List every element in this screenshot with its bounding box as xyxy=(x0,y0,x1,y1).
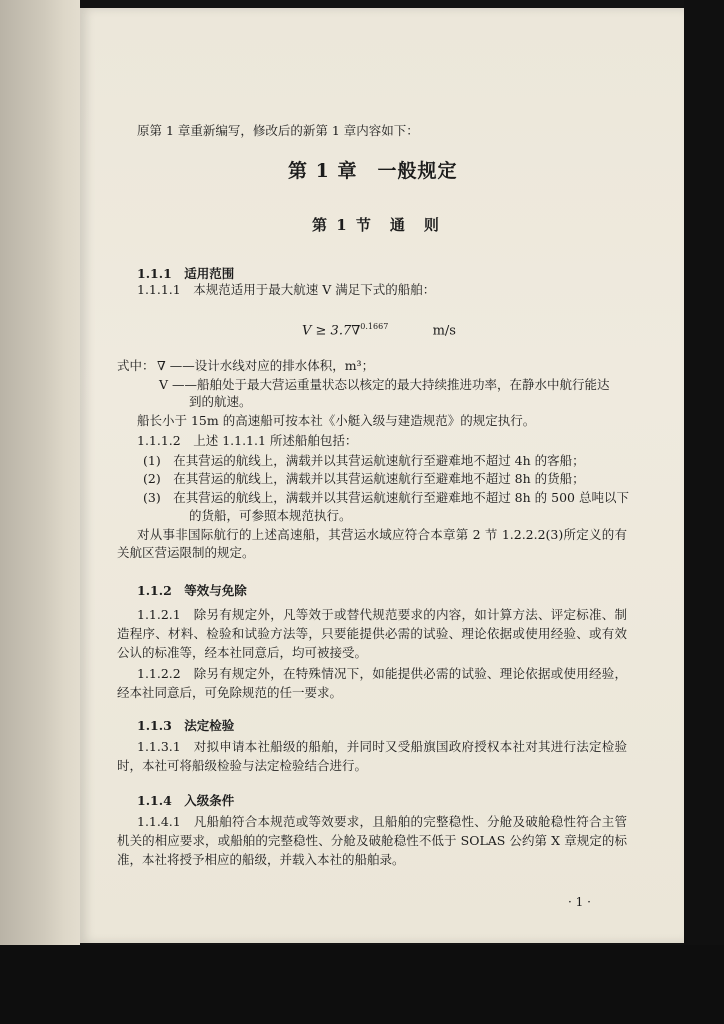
formula-lhs: V ≥ 3.7∇ xyxy=(302,323,361,339)
clause-1-1-1-2: 1.1.1.2 上述 1.1.1.1 所述船舶包括： xyxy=(137,433,358,448)
heading-1-1-1: 1.1.1 适用范围 xyxy=(137,266,235,281)
definition-displacement: ∇ ——设计水线对应的排水体积，m³； xyxy=(157,358,375,373)
speed-formula xyxy=(302,318,456,340)
formula-exponent: 0.1667 xyxy=(360,322,389,331)
heading-1-1-3: 1.1.3 法定检验 xyxy=(137,718,235,733)
scan-edge-bottom xyxy=(0,945,724,1024)
heading-1-1-4: 1.1.4 入级条件 xyxy=(137,793,235,808)
clause-1-1-2-1: 1.1.2.1 除另有规定外，凡等效于或替代规范要求的内容，如计算方法、评定标准、制造程序、材料、检验和试验方法等，只要能提供必需的试验、理论依据或使用经验、或有效公认的标准等，经本社同意后，均可被接受。 xyxy=(117,607,627,660)
chapter-title: 第 1 章 一般规定 xyxy=(288,160,458,182)
definition-speed-line1: V ——船舶处于最大营运重量状态以核定的最大持续推进功率，在静水中航行能达 xyxy=(159,377,610,392)
book-spine-left-page xyxy=(0,0,80,945)
heading-1-1-2: 1.1.2 等效与免除 xyxy=(137,583,247,598)
formula-unit: m/s xyxy=(432,323,456,339)
list-item-1: (1) 在其营运的航线上，满载并以其营运航速航行至避难地不超过 4h 的客船； xyxy=(143,453,585,468)
small-craft-note: 船长小于 15m 的高速船可按本社《小艇入级与建造规范》的规定执行。 xyxy=(137,413,536,428)
where-label: 式中： xyxy=(117,358,155,373)
list-item-3-line1: (3) 在其营运的航线上，满载并以其营运航速航行至避难地不超过 8h 的 500 总吨以下 xyxy=(143,490,629,505)
intro-line: 原第 1 章重新编写，修改后的新第 1 章内容如下： xyxy=(137,123,419,138)
clause-1-1-1-1: 1.1.1.1 本规范适用于最大航速 V 满足下式的船舶： xyxy=(137,282,436,297)
clause-1-1-2-2: 1.1.2.2 除另有规定外，在特殊情况下，如能提供必需的试验、理论依据或使用经验，经本社同意后，可免除规范的任一要求。 xyxy=(117,666,627,700)
section-title: 第 1 节 通 则 xyxy=(312,216,441,234)
international-voyage-note: 对从事非国际航行的上述高速船，其营运水域应符合本章第 2 节 1.2.2.2(3)所定义的有关航区营运限制的规定。 xyxy=(117,527,627,560)
document-page xyxy=(80,8,684,943)
page-number: · 1 · xyxy=(568,895,591,909)
scan-edge-right xyxy=(684,0,724,945)
clause-1-1-4-1: 1.1.4.1 凡船舶符合本规范或等效要求，且船舶的完整稳性、分舱及破舱稳性符合主管机关的相应要求，或船舶的完整稳性、分舱及破舱稳性不低于 SOLAS 公约第 Ⅹ 章规定的标准，本社将授予相应的船级，并载入本社的船舶录。 xyxy=(117,814,627,867)
list-item-3-line2: 的货船，可参照本规范执行。 xyxy=(189,508,352,523)
definition-speed-line2: 到的航速。 xyxy=(189,394,252,409)
clause-1-1-3-1: 1.1.3.1 对拟申请本社船级的船舶，并同时又受船旗国政府授权本社对其进行法定检验时，本社可将船级检验与法定检验结合进行。 xyxy=(117,739,627,773)
list-item-2: (2) 在其营运的航线上，满载并以其营运航速航行至避难地不超过 8h 的货船； xyxy=(143,471,585,486)
